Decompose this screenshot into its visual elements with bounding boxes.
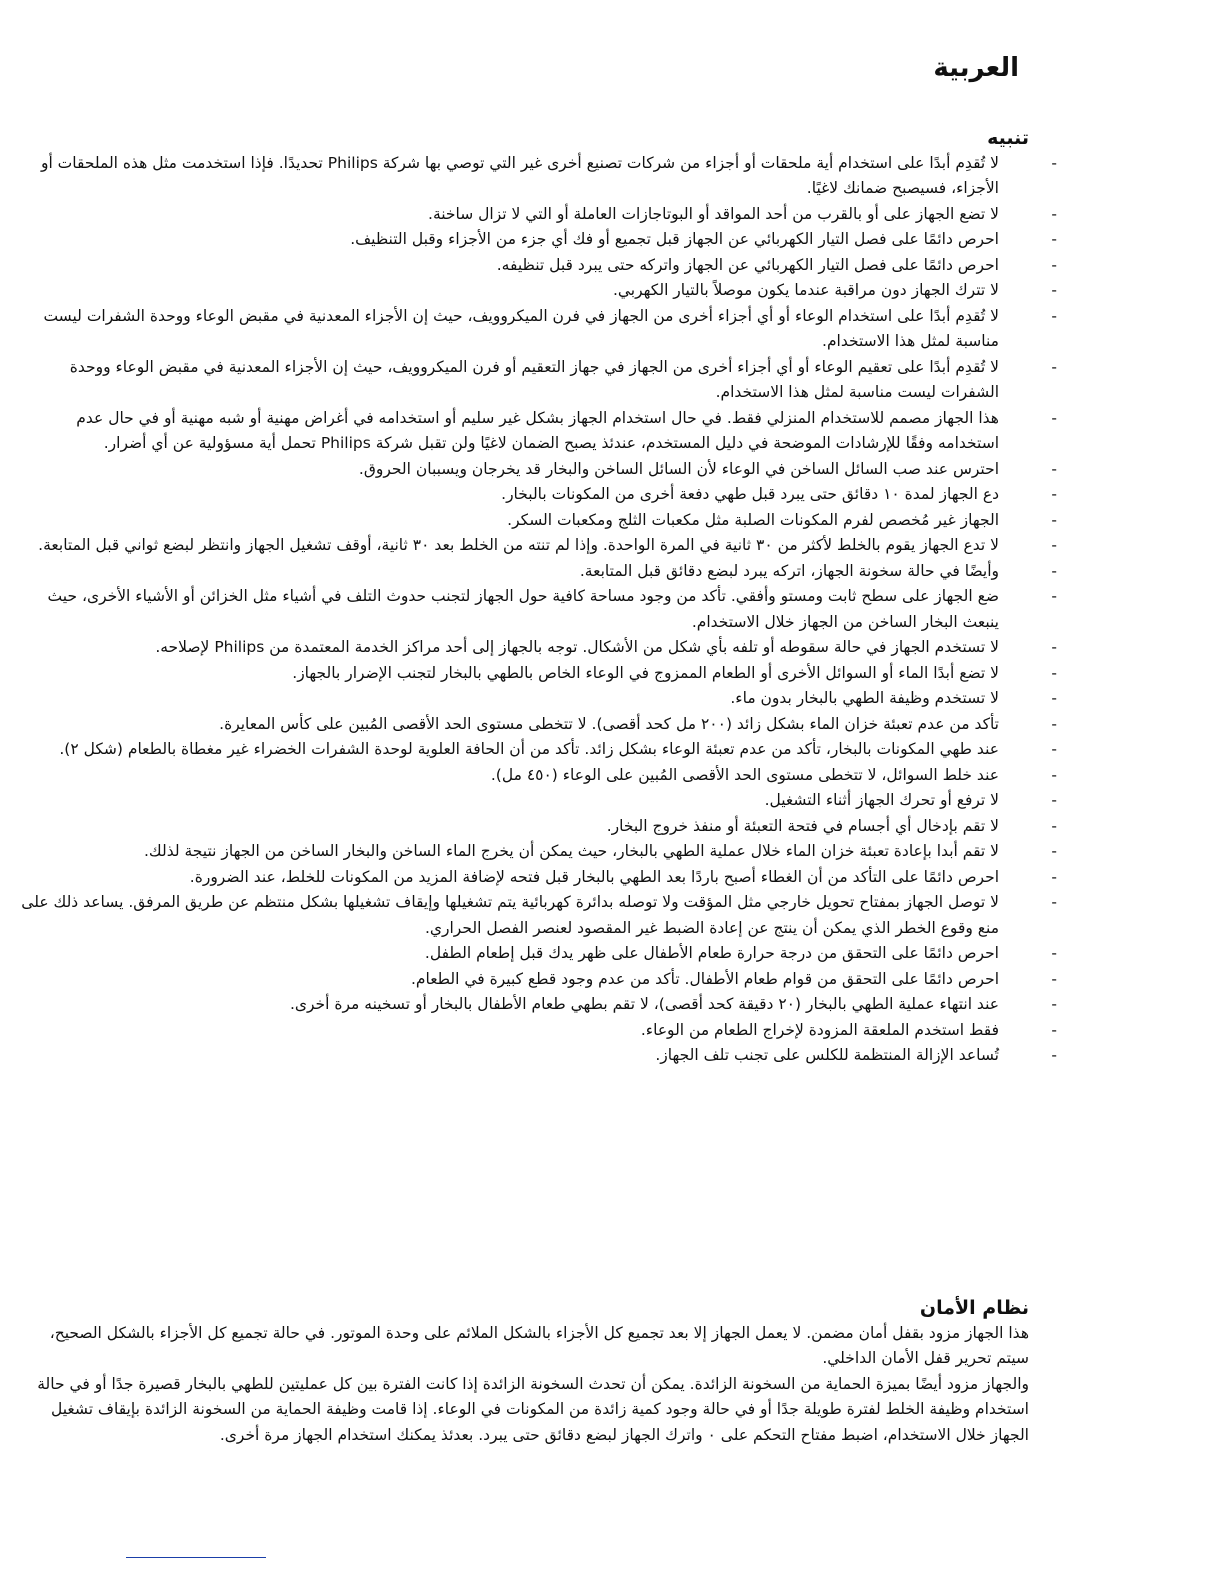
warning-item: - لا تستخدم وظيفة الطهي بالبخار بدون ماء. — [19, 686, 1029, 712]
warning-section — [19, 126, 1029, 1069]
warning-item: - احرص دائمًا على فصل التيار الكهربائي عن الجهاز واتركه حتى يبرد قبل تنظيفه. — [19, 253, 1029, 279]
safety-paragraph: والجهاز مزود أيضًا بميزة الحماية من السخونة الزائدة. يمكن أن تحدث السخونة الزائدة إذا كانت الفترة بين كل عمليتين للطهي بالبخار قصيرة جدًا أو في حالة استخدام وظيفة الخلط لفترة طويلة جدًا أو في حالة وجود كمية زائدة من المكونات في الوعاء. إذا قامت وظيفة الحماية من السخونة الزائدة بإيقاف تشغيل الجهاز خلال الاستخدام، اضبط مفتاح التحكم على ٠ واترك الجهاز لبضع دقائق حتى يبرد. بعدئذ يمكنك استخدام الجهاز مرة أخرى. — [37, 1374, 1029, 1444]
warning-item: - لا تضع الجهاز على أو بالقرب من أحد المواقد أو البوتاجازات العاملة أو التي لا تزال ساخنة. — [19, 202, 1029, 228]
warning-item: - لا تُقدِم أبدًا على استخدام الوعاء أو أي أجزاء أخرى من الجهاز في فرن الميكروويف، حيث إن الأجزاء المعدنية في مقبض الوعاء ووحدة الشفرات ليست مناسبة لمثل هذا الاستخدام. — [19, 304, 1029, 355]
warning-item: - عند انتهاء عملية الطهي بالبخار (٢٠ دقيقة كحد أقصى)، لا تقم بطهي طعام الأطفال بالبخار أو تسخينه مرة أخرى. — [19, 992, 1029, 1018]
warning-item: - احرص دائمًا على التحقق من درجة حرارة طعام الأطفال على ظهر يدك قبل إطعام الطفل. — [19, 941, 1029, 967]
warning-item: - لا تُقدِم أبدًا على تعقيم الوعاء أو أي أجزاء أخرى من الجهاز في جهاز التعقيم أو فرن الميكروويف، حيث إن الأجزاء المعدنية في مقبض الوعاء ووحدة الشفرات ليست مناسبة لمثل هذا الاستخدام. — [19, 355, 1029, 406]
warning-item: - احترس عند صب السائل الساخن في الوعاء لأن السائل الساخن والبخار قد يخرجان ويسببان الحروق. — [19, 457, 1029, 483]
warning-item: - تُساعد الإزالة المنتظمة للكلس على تجنب تلف الجهاز. — [19, 1043, 1029, 1069]
warning-item: - لا ترفع أو تحرك الجهاز أثناء التشغيل. — [19, 788, 1029, 814]
warning-item: - لا تضع أبدًا الماء أو السوائل الأخرى أو الطعام الممزوج في الوعاء الخاص بالطهي بالبخار لتجنب الإضرار بالجهاز. — [19, 661, 1029, 687]
safety-section — [19, 1296, 1029, 1448]
warning-item: - احرص دائمًا على فصل التيار الكهربائي عن الجهاز قبل تجميع أو فك أي جزء من الأجزاء وقبل التنظيف. — [19, 227, 1029, 253]
warning-item: - لا توصل الجهاز بمفتاح تحويل خارجي مثل المؤقت ولا توصله بدائرة كهربائية يتم تشغيلها وإيقاف تشغيلها بشكل منتظم عن طريق المرفق. يساعد ذلك على منع وقوع الخطر الذي يمكن أن ينتج عن إعادة الضبط غير المقصود لعنصر الفصل الحراري. — [19, 890, 1029, 941]
warning-item: - وأيضًا في حالة سخونة الجهاز، اتركه يبرد لبضع دقائق قبل المتابعة. — [19, 559, 1029, 585]
warning-item: - احرص دائمًا على التحقق من قوام طعام الأطفال. تأكد من عدم وجود قطع كبيرة في الطعام. — [19, 967, 1029, 993]
warning-list — [19, 151, 1029, 1069]
safety-paragraph: هذا الجهاز مزود بقفل أمان مضمن. لا يعمل الجهاز إلا بعد تجميع كل الأجزاء بالشكل الملائم على وحدة الموتور. في حالة تجميع كل الأجزاء بالشكل الصحيح، سيتم تحرير قفل الأمان الداخلي. — [49, 1323, 1029, 1368]
warning-item: - ضع الجهاز على سطح ثابت ومستو وأفقي. تأكد من وجود مساحة كافية حول الجهاز لتجنب حدوث التلف في أشياء مثل الخزائن أو الأشياء الأخرى، حيث ينبعث البخار الساخن من الجهاز خلال الاستخدام. — [19, 584, 1029, 635]
footnote-divider — [126, 1557, 266, 1558]
warning-item: - لا تدع الجهاز يقوم بالخلط لأكثر من ٣٠ ثانية في المرة الواحدة. وإذا لم تنته من الخلط بعد ٣٠ ثانية، أوقف تشغيل الجهاز وانتظر لبضع ثواني قبل المتابعة. — [19, 533, 1029, 559]
safety-heading: نظام الأمان — [919, 1297, 1029, 1319]
warning-item: - هذا الجهاز مصمم للاستخدام المنزلي فقط. في حال استخدام الجهاز بشكل غير سليم أو استخدامه في أغراض مهنية أو شبه مهنية أو في حال عدم استخدامه وفقًا للإرشادات الموضحة في دليل المستخدم، عندئذ يصبح الضمان لاغيًا ولن تقبل شركة Philips تحمل أية مسؤولية عن أي أضرار. — [19, 406, 1029, 457]
warning-item: - لا تُقدِم أبدًا على استخدام أية ملحقات أو أجزاء من شركات تصنيع أخرى غير التي توصي بها شركة Philips تحديدًا. فإذا استخدمت مثل هذه الملحقات أو الأجزاء، فسيصبح ضمانك لاغيًا. — [19, 151, 1029, 202]
warning-item: - لا تترك الجهاز دون مراقبة عندما يكون موصلاً بالتيار الكهربي. — [19, 278, 1029, 304]
warning-item: - احرص دائمًا على التأكد من أن الغطاء أصبح باردًا بعد الطهي بالبخار قبل فتحه لإضافة المزيد من المكونات للخلط، عند الضرورة. — [19, 865, 1029, 891]
warning-heading: تنبيه — [987, 127, 1029, 149]
warning-item: - الجهاز غير مُخصص لفرم المكونات الصلبة مثل مكعبات الثلج ومكعبات السكر. — [19, 508, 1029, 534]
warning-item: - عند خلط السوائل، لا تتخطى مستوى الحد الأقصى المُبين على الوعاء (٤٥٠ مل). — [19, 763, 1029, 789]
warning-item: - لا تقم أبدا بإعادة تعبئة خزان الماء خلال عملية الطهي بالبخار، حيث يمكن أن يخرج الماء الساخن والبخار الساخن من الجهاز نتيجة لذلك. — [19, 839, 1029, 865]
page-title: العربية — [933, 53, 1019, 83]
warning-item: - عند طهي المكونات بالبخار، تأكد من عدم تعبئة الوعاء بشكل زائد. تأكد من أن الحافة العلوية لوحدة الشفرات الخضراء غير مغطاة بالطعام (شكل ٢). — [19, 737, 1029, 763]
warning-item: - فقط استخدم الملعقة المزودة لإخراج الطعام من الوعاء. — [19, 1018, 1029, 1044]
warning-item: - تأكد من عدم تعبئة خزان الماء بشكل زائد (٢٠٠ مل كحد أقصى). لا تتخطى مستوى الحد الأقصى المُبين على كأس المعايرة. — [19, 712, 1029, 738]
warning-item: - دع الجهاز لمدة ١٠ دقائق حتى يبرد قبل طهي دفعة أخرى من المكونات بالبخار. — [19, 482, 1029, 508]
warning-item: - لا تقم بإدخال أي أجسام في فتحة التعبئة أو منفذ خروج البخار. — [19, 814, 1029, 840]
warning-item: - لا تستخدم الجهاز في حالة سقوطه أو تلفه بأي شكل من الأشكال. توجه بالجهاز إلى أحد مراكز الخدمة المعتمدة من Philips لإصلاحه. — [19, 635, 1029, 661]
